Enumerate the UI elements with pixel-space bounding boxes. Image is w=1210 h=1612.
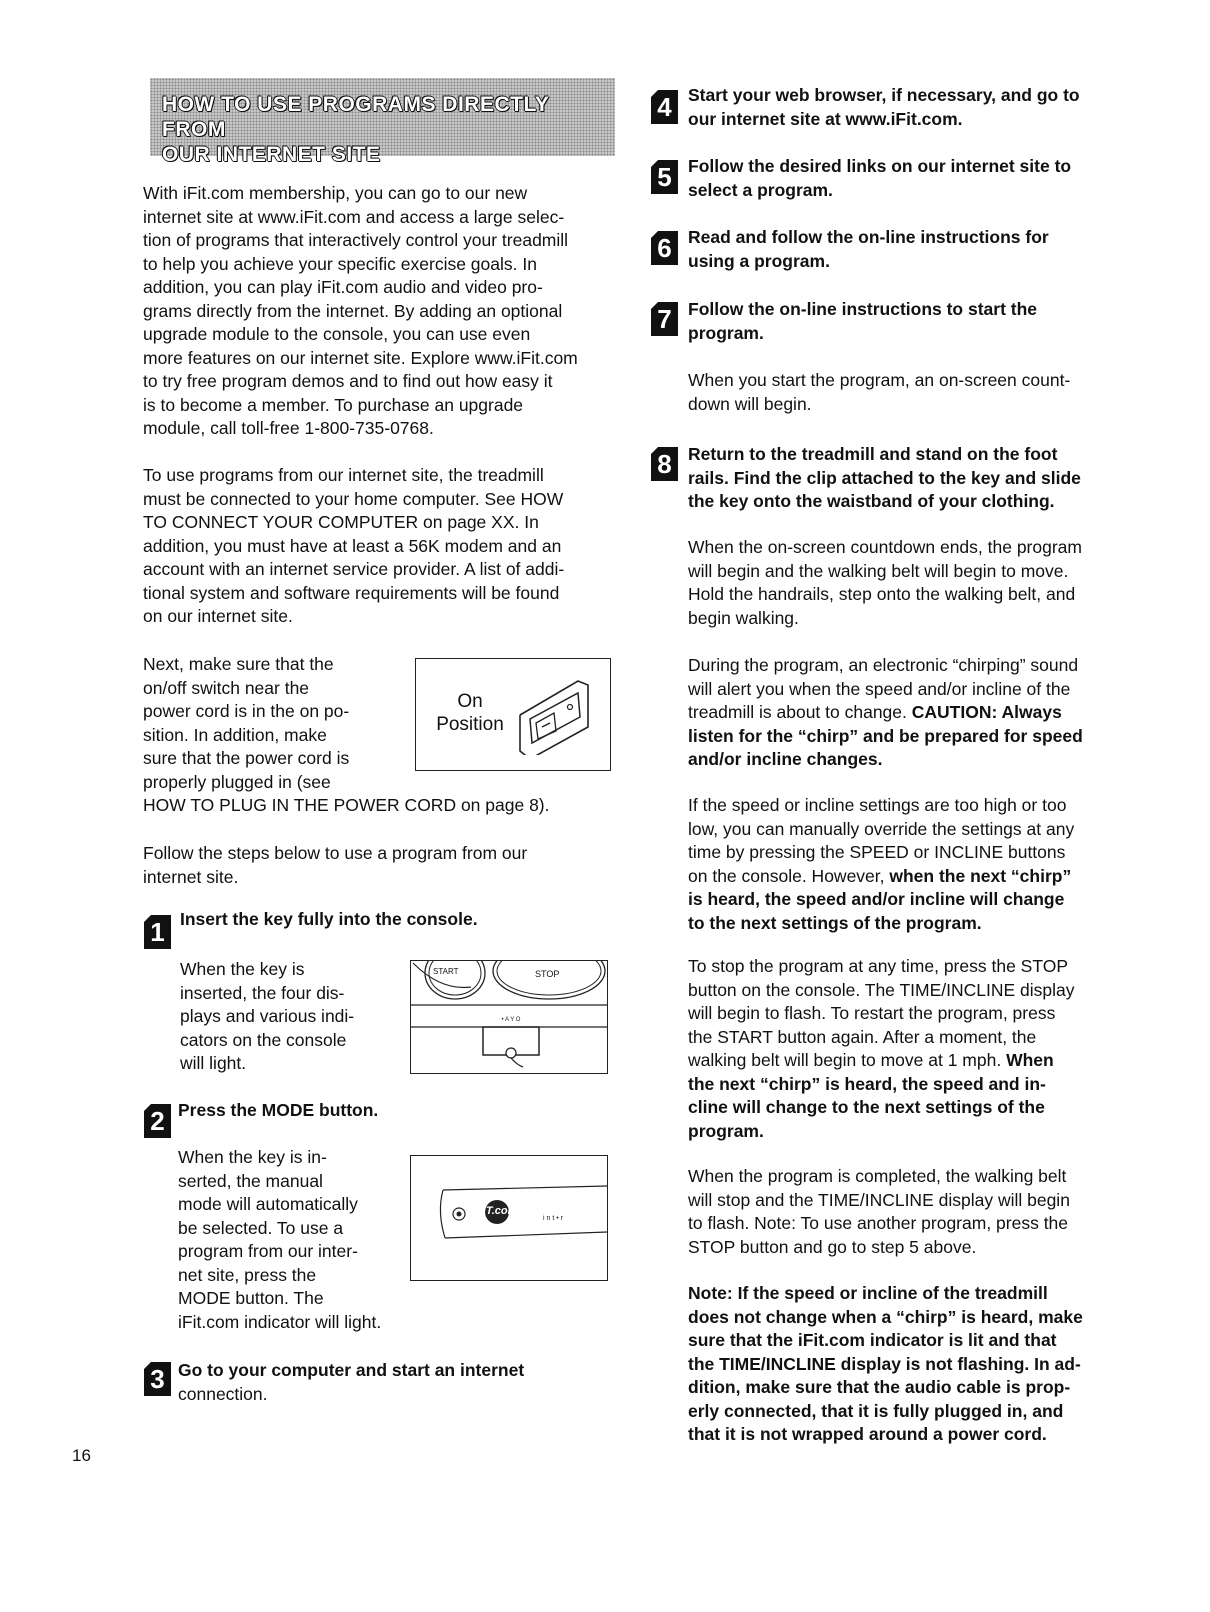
text-line: program.: [688, 322, 764, 343]
svg-text:i n t • r: i n t • r: [543, 1215, 563, 1222]
text-line: grams directly from the internet. By adding an optional: [143, 300, 563, 321]
text-line: When the program is completed, the walking belt: [688, 1166, 1067, 1186]
text-line: erly connected, that it is fully plugged in, and: [688, 1400, 1064, 1421]
page-title: [162, 92, 612, 167]
text-line: and/or incline changes.: [688, 749, 883, 769]
text-line: power cord is in the on po-: [143, 701, 350, 721]
text-line: on/off switch near the: [143, 677, 310, 698]
text-line: that it is not wrapped around a power cord.: [688, 1424, 1047, 1444]
text-line: cline will change to the next settings of the: [688, 1097, 1045, 1117]
text-line: Return to the treadmill and stand on the foot: [688, 444, 1058, 464]
title-line-2: OUR INTERNET SITE: [162, 143, 381, 166]
text-line: program from our inter-: [178, 1241, 358, 1261]
text-line: sition. In addition, make: [143, 724, 327, 745]
text-line: Start your web browser, if necessary, and go to: [688, 85, 1080, 105]
text-line: select a program.: [688, 179, 833, 200]
step-4-title: [688, 84, 1138, 131]
step-6-badge: 6: [651, 231, 678, 265]
step-6-title: [688, 226, 1138, 273]
text-line: is to become a member. To purchase an upgrade: [143, 394, 524, 415]
text-line: tion of programs that interactively control your treadmill: [143, 230, 569, 250]
text-line: does not change when a “chirp” is heard, make: [688, 1306, 1083, 1327]
text-line: module, call toll-free 1-800-735-0768.: [143, 418, 434, 438]
start-label: START: [433, 967, 459, 976]
step-1-body: [180, 958, 410, 1076]
text-line: To use programs from our internet site, the treadmill: [143, 465, 544, 485]
text-line: net site, press the: [178, 1264, 317, 1285]
connect-paragraph: [143, 464, 623, 629]
text-line: rails. Find the clip attached to the key and slide: [688, 467, 1081, 488]
text-line: be selected. To use a: [178, 1217, 344, 1238]
text-line: cators on the console: [180, 1029, 347, 1050]
stop-paragraph: [688, 955, 1148, 1143]
text-line: When the on-screen countdown ends, the program: [688, 537, 1082, 557]
text-line: the next “chirp” is heard, the speed and in-: [688, 1073, 1046, 1094]
title-line-1: HOW TO USE PROGRAMS DIRECTLY FROM: [162, 93, 549, 141]
step-7-title: [688, 298, 1138, 345]
text-line: the TIME/INCLINE display is not flashing. In ad-: [688, 1353, 1081, 1374]
text-line: plays and various indi-: [180, 1006, 355, 1026]
text-line: treadmill is about to change. CAUTION: Always: [688, 702, 1062, 722]
rocker-switch-icon: [516, 673, 596, 755]
text-line: When the key is: [180, 959, 305, 979]
text-line: to flash. Note: To use another program, press the: [688, 1213, 1069, 1233]
text-line: dition, make sure that the audio cable is prop-: [688, 1377, 1071, 1397]
text-line: Follow the on-line instructions to start the: [688, 299, 1038, 319]
text-line: to help you achieve your specific exercise goals. In: [143, 253, 537, 274]
text-line: on the console. However, when the next “chirp”: [688, 865, 1072, 886]
caution-label: CAUTION: Always: [911, 702, 1062, 722]
text-line: To stop the program at any time, press the STOP: [688, 956, 1068, 976]
step-8-title: [688, 443, 1138, 514]
text-line: time by pressing the SPEED or INCLINE buttons: [688, 842, 1066, 862]
chirp-paragraph: [688, 654, 1148, 772]
step-1-badge: 1: [144, 915, 171, 949]
text-line: addition, you must have at least a 56K modem and an: [143, 535, 562, 556]
text-line: MODE button. The: [178, 1288, 324, 1308]
text-line: the START button again. After a moment, the: [688, 1026, 1037, 1047]
text-line: STOP button and go to step 5 above.: [688, 1236, 977, 1257]
step-7-body: [688, 369, 1138, 416]
text-line: upgrade module to the console, you can use even: [143, 324, 531, 344]
text-line: program.: [688, 1120, 764, 1141]
text-line: our internet site at www.iFit.com.: [688, 108, 963, 129]
step-8-badge: 8: [651, 447, 678, 481]
text-line: account with an internet service provider. A list of addi-: [143, 559, 565, 579]
text-line: the key onto the waistband of your clothing.: [688, 491, 1055, 511]
text-line: will alert you when the speed and/or incline of the: [688, 678, 1071, 699]
page-number: 16: [72, 1446, 91, 1465]
text-line: When the key is in-: [178, 1147, 327, 1167]
intro-paragraph: [143, 182, 623, 441]
text-line: inserted, the four dis-: [180, 982, 345, 1003]
text-line: walking belt will begin to move at 1 mph. When: [688, 1050, 1054, 1070]
text-line: to the next settings of the program.: [688, 912, 982, 933]
text-line: With iFit.com membership, you can go to our new: [143, 183, 528, 203]
text-line: TO CONNECT YOUR COMPUTER on page XX. In: [143, 512, 539, 532]
text-line: Next, make sure that the: [143, 654, 334, 674]
text-line: Hold the handrails, step onto the walking belt, and: [688, 584, 1076, 604]
text-line: serted, the manual: [178, 1170, 323, 1191]
ifit-panel-icon: [411, 1156, 607, 1280]
step-8-body: [688, 536, 1148, 630]
step-1-title: Insert the key fully into the console.: [180, 909, 478, 929]
text-line: tional system and software requirements will be found: [143, 582, 560, 603]
step-5-title: [688, 155, 1138, 202]
step-3-badge: 3: [144, 1362, 171, 1396]
text-line: internet site.: [143, 866, 239, 887]
ifit-indicator-figure: [410, 1155, 608, 1281]
override-paragraph: [688, 794, 1148, 935]
text-line: Read and follow the on-line instructions for: [688, 227, 1049, 247]
step-2-title: Press the MODE button.: [178, 1100, 379, 1120]
text-line: low, you can manually override the settings at any: [688, 818, 1075, 839]
text-line: Follow the desired links on our internet site to: [688, 156, 1072, 176]
text-line: to try free program demos and to find out how easy it: [143, 371, 553, 391]
step-7-badge: 7: [651, 302, 678, 336]
text-line: down will begin.: [688, 393, 812, 414]
text-line: sure that the iFit.com indicator is lit and that: [688, 1330, 1057, 1350]
text-line: During the program, an electronic “chirping” sound: [688, 655, 1079, 675]
console-key-figure: [410, 960, 608, 1074]
text-line: begin walking.: [688, 607, 799, 628]
text-line: on our internet site.: [143, 606, 293, 626]
step-2-badge: 2: [144, 1104, 171, 1138]
step-4-badge: 4: [651, 90, 678, 124]
text-line: Follow the steps below to use a program from our: [143, 843, 528, 863]
text-line: When you start the program, an on-screen count-: [688, 370, 1071, 390]
text-line: is heard, the speed and/or incline will change: [688, 889, 1065, 909]
text-line: listen for the “chirp” and be prepared for speed: [688, 725, 1083, 746]
text-line: using a program.: [688, 250, 830, 271]
text-line: Go to your computer and start an internet: [178, 1360, 525, 1380]
on-position-figure: [415, 658, 611, 771]
step-5-badge: 5: [651, 160, 678, 194]
text-line: will begin and the walking belt will begin to move.: [688, 560, 1069, 581]
text-line: more features on our internet site. Explore www.iFit.com: [143, 347, 578, 368]
step-2-body: [178, 1146, 418, 1334]
text-line: If the speed or incline settings are too high or too: [688, 795, 1067, 815]
console-icon: [411, 961, 607, 1073]
text-line: will stop and the TIME/INCLINE display will begin: [688, 1189, 1070, 1210]
completed-paragraph: [688, 1165, 1148, 1259]
on-position-label: On Position: [436, 691, 504, 735]
text-line: sure that the power cord is: [143, 748, 350, 768]
text-line: will begin to flash. To restart the program, press: [688, 1003, 1056, 1023]
text-line: button on the console. The TIME/INCLINE display: [688, 979, 1075, 1000]
step-3-title: [178, 1359, 618, 1406]
text-line: Note: If the speed or incline of the treadmill: [688, 1283, 1048, 1303]
text-line: addition, you can play iFit.com audio and video pro-: [143, 277, 543, 297]
text-line: must be connected to your home computer. See HOW: [143, 488, 564, 509]
text-line: properly plugged in (see: [143, 771, 331, 792]
note-paragraph: [688, 1282, 1148, 1447]
follow-paragraph: [143, 842, 623, 889]
text-line: will light.: [180, 1053, 247, 1073]
stop-label: STOP: [535, 969, 560, 979]
text-line: mode will automatically: [178, 1194, 358, 1214]
text-line: iFit.com indicator will light.: [178, 1311, 382, 1332]
text-line: internet site at www.iFit.com and access a large selec-: [143, 206, 565, 227]
svg-text:• A Y O: • A Y O: [501, 1017, 521, 1023]
text-line: HOW TO PLUG IN THE POWER CORD on page 8).: [143, 795, 550, 815]
ifit-logo: iFIT.com: [473, 1205, 518, 1217]
text-line: connection.: [178, 1383, 268, 1404]
